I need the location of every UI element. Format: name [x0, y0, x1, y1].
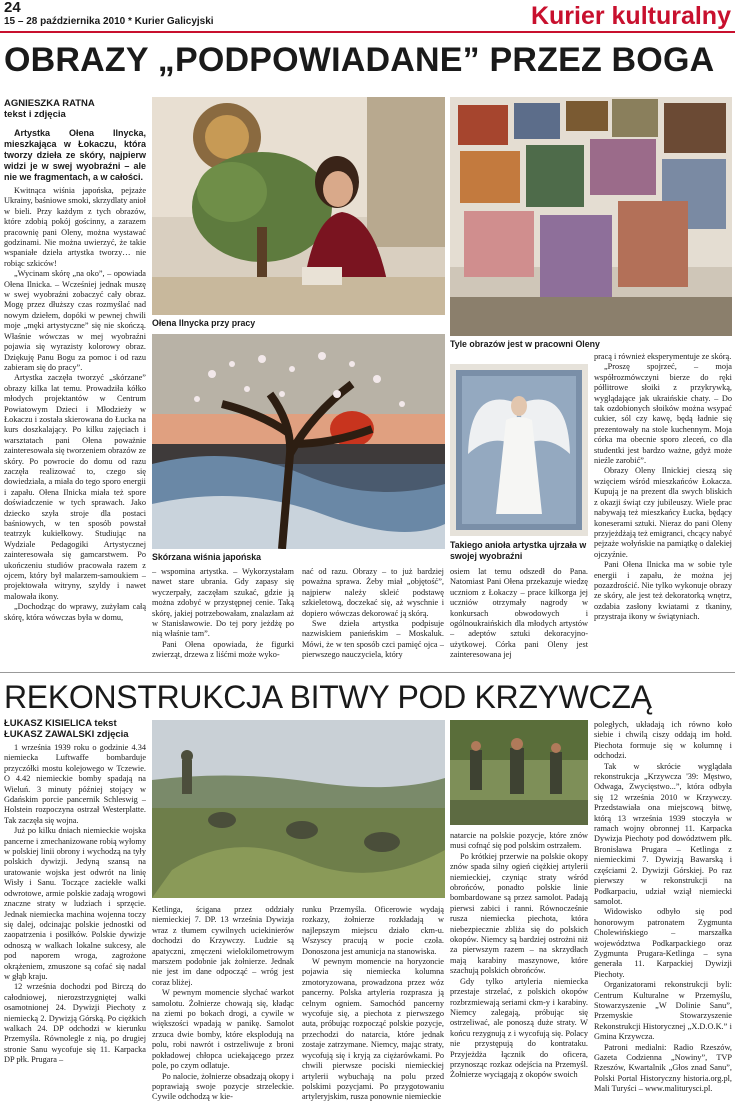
paragraph: pracą i również eksperymentuje ze skórą.: [594, 352, 732, 361]
paragraph: poległych, układają ich równo koło siebie i chwilą ciszy oddają im hołd. Piechota formuje się w kolumnę i odchodzi.: [594, 720, 732, 761]
paragraph: Tak w skrócie wyglądała rekonstrukcja „Krzywcza '39: Męstwo, Odwaga, Zwycięstwo...”, która odbyła się 12 września 2010 w Krzywczy. Przedstawiała ona miejscową bitwę, którą 13 września 1939 stoczyła w ramach wojny obronnej 11. Karpacka Dywizja Piechoty pod dowództwem płk. Bronisława Prugara – Ketlinga z niemieckimi 7. Dywizją Bawarską i częściami 2. Dywizji Górskiej. Po raz pierwszy w rekonstrukcji na Podkarpaciu, udział wziął niemiecki samolot.: [594, 761, 732, 906]
article2-headline: REKONSTRUKCJA BITWY POD KRZYWCZĄ: [4, 679, 652, 715]
paragraph: Pani Ołena Ilnicka ma w sobie tyle energii i zapału, że można jej pozazdrościć. Nie tylko wykonuje obrazy ze skóry, ale jest też dekoratorką wnętrz, ozdabia zasłony kwiatami z tkaniny, przystraja ikony w świątyniach.: [594, 560, 732, 622]
paragraph: runku Przemyśla. Oficerowie wydają rozkazy, żołnierze rozkładają w najlepszym miejscu działo ckm-u. Wszyscy pracują w pocie czoła. Donoszona jest amunicja na stanowiska.: [302, 905, 444, 956]
article1-col3: [302, 567, 444, 667]
photo-battle-soldiers: [450, 720, 588, 825]
paragraph: „Wycinam skórę „na oko”, – opowiada Ołena Ilnicka. – Wcześniej jednak muszę w swej wyobraźni zobaczyć cały obraz. Mogę przez dłuższy czas rozmyślać nad nowym dziełem, dopóki w pewnej chwili moje „męki artystyczne” się nie skończą. Właśnie wówczas w mej wyobraźni pojawia się wyrazisty kolorowy obraz. Dziękuję Panu Bogu za pomoc i od razu zabieram się do pracy”.: [4, 269, 146, 372]
photo-studio: [450, 97, 732, 336]
article2-col2: [152, 905, 294, 1103]
photo-angel: [450, 364, 588, 536]
paragraph: 1 września 1939 roku o godzinie 4.34 niemiecka Luftwaffe bombarduje przyczółki mostu kolejowego w Tczewie. O 4.42 niemieckie bomby spadają na Wieluń. 3 minuty później stojący w Gdańskim porcie pancernik Schleswig – Holstein rozpoczyna ostrzał Westerplatte. Tak zaczęła się wojna.: [4, 743, 146, 825]
caption-portrait: Ołena Ilnycka przy pracy: [152, 318, 256, 328]
caption-angel: Takiego anioła artystka ujrzała w swojej wyobraźni: [450, 540, 587, 561]
caption-cherry: Skórzana wiśnia japońska: [152, 552, 262, 562]
article1-col5: [594, 352, 732, 668]
article2-col1: [4, 743, 146, 1103]
paragraph: „Proszę spojrzeć, – moja współrozmówczyni bierze do ręki półlitrowe słoiki z przykrywką, wyglądające jak ukraińskie chaty. – Do tak ozdobionych słoików można wsypać cukier, sól czy kawę, będą ładnie się prezentowały na stole kuchennym. Moja córka ma obecnie sporo zleceń, co dla studentki jest bardzo ważne, gdyż może nieźle zarobić”.: [594, 362, 732, 466]
paragraph: Po krótkiej przerwie na polskie okopy znów spada silny ogień ciężkiej artylerii niemieckiej, czyniąc straty wśród obrońców, ponadto polskie linie bombardowane są przez samolot. Padają pierwsi zabici i ranni. Równocześnie rusza niemiecka piechota, która niebezpiecznie zbliża się do polskich okopów. Niemcy są bardziej ostrożni niż za pierwszym razem – na skrzydłach mają karabiny maszynowe, które szachują polskich obrońców.: [450, 851, 588, 976]
paragraph: osiem lat temu odszedł do Pana. Natomiast Pani Ołena przekazuje wiedzę uczniom z Łokaczy – prace kilkorga jej uczniów otrzymały nagrody w konkursach obwodowych i ogólnoukraińskich dla młodych artystów – adeptów sztuki dekoracyjno-użytkowej. Córka pani Oleny jest zainteresowana jej: [450, 567, 588, 660]
article2-byline: [4, 718, 146, 740]
author-name: AGNIESZKA RATNA: [4, 98, 95, 109]
paragraph: Kwitnąca wiśnia japońska, pejzaże Ukrainy, baśniowe smoki, skrzydlaty anioł w bieli. Przy każdym z tych obrazów, które zdobią pokój gościnny, a zarazem pracownię pani Oleny, można wystawać godzinami. Nie można uwierzyć, że takie wspaniałe dzieła artystka tworzy… nie robiąc szkiców!: [4, 186, 146, 268]
paragraph: „Dochodząc do wprawy, zużyłam całą skórę, która wówczas była w domu,: [4, 602, 146, 622]
author-photos: ŁUKASZ ZAWALSKI zdjęcia: [4, 729, 129, 740]
paragraph: Pani Ołena opowiada, że figurki zwierząt, drzewa z liśćmi może wyko-: [152, 639, 294, 660]
paragraph: Już po kilku dniach niemieckie wojska pancerne i zmechanizowane robią wyłomy w polskiej linii obrony i wychodzą na tyły polskich dywizji. Jedyną szansą na uratowanie wojska jest odwrót na linię Wisły i Sanu. Toczące zaciekłe walki odwrotowe, armie polskie zadają wrogowi znaczne straty w ludziach i sprzęcie. Jednak niemiecka machina wojenna toczy się dalej, odcinając polskie jednostki od zaopatrzenia i posiłków. Polskie dywizje odnoszą w walkach lokalne sukcesy, ale pod naporem wroga, zagrożone okrążeniem, zmuszone są cofać się nadal w głąb kraju.: [4, 826, 146, 981]
paragraph: W pewnym momencie słychać warkot samolotu. Żołnierze chowają się, kładąc na ziemi po bokach drogi, a cywile w większości wpadają w panikę. Samolot zrzuca dwie bomby, które eksplodują na polu, robi nawrót i ostrzeliwuje z broni pokładowej chłopca uciekającego przez pole, po czym odlatuje.: [152, 988, 294, 1071]
paragraph: 12 września dochodzi pod Birczą do całodniowej, nierozstrzygniętej walki osamotnionej 24. Dywizji Piechoty z niemiecką 2. Dywizją Górską. Po ciężkich walkach 24. DP odchodzi w kierunku Przemyśla. Równolegle z nią, po drugiej stronie Sanu wycofuje się 11. Karpacka DP płk. Prugara –: [4, 982, 146, 1065]
author-text: ŁUKASZ KISIELICA tekst: [4, 718, 117, 729]
article1-col2: [152, 567, 294, 667]
paragraph: Artystka zaczęła tworzyć „skórzane” obrazy kilka lat temu. Prowadziła kółko młodych projektantów w Centrum Powiatowym Dzieci i Młodzieży w Łokaczu i została skierowana do Łucka na kurs doszkalający. Po kilku zajęciach i warsztatach pani Ołena poważnie zainteresowała się tworzeniem obrazów ze skóry. Po powrocie do domu od razu zaczęła realizować to, czego się dowiedziała, a miała do tego sporo energii i zapału. Ołena Ilnicka miała też spore doświadczenie w tych sprawach. Jako dziecko szyła stroje dla postaci baśniowych, w ten sposób powstał teatrzyk kukiełkowy. Studiując na Wydziale Pedagogiki Artystycznej zainteresowała się gamcarstwem. Po ukończeniu studiów pracowała razem z ojcem, który był malarzem-samoukiem – projektowała witryny, szyldy i nawet malowała ikony.: [4, 373, 146, 601]
article1-col4: [450, 567, 588, 667]
article2-col5: [594, 720, 732, 1103]
paragraph: Obrazy Oleny Ilnickiej cieszą się wzięciem wśród mieszkańców Łokacza. Kupują je na prezent dla swych bliskich z okazji świąt czy jubileuszy. Wiele prac nabywają też mieszkańcy Łucka, będący koneserami sztuki. Nieraz do pani Oleny przyjeżdżają też emigranci, chcący nabyć pejzaże wołyńskie na pamiątkę o dalekiej ojczyźnie.: [594, 466, 732, 559]
paragraph: nać od razu. Obrazy – to już bardziej poważna sprawa. Żeby miał „objętość”, najpierw należy skleić podstawę szkieletową, doczekać się, aż wyschnie i dopiero wówczas dekorować ją skórą.: [302, 567, 444, 618]
article-divider: [0, 672, 735, 673]
paragraph: Widowisko odbyło się pod honorowym patronatem Zygmunta Cholewińskiego – marszałka województwa Podkarpackiego oraz Zygmunta Prugara-Ketlinga – syna generała 11. Karpackiej Dywizji Piechoty.: [594, 907, 732, 979]
photo-battle-field: [152, 720, 445, 898]
header-rule: [0, 31, 735, 33]
paragraph: Patroni medialni: Radio Rzeszów, Gazeta Codzienna „Nowiny”, TVP Rzeszów, Kwartalnik „Głos znad Sanu”, Polski Portal Historyczny historia.org.pl, Mali Turyści – www.maliturysci.pl.: [594, 1042, 732, 1094]
paragraph: Organizatorami rekonstrukcji byli: Centrum Kulturalne w Przemyślu, Stowarzyszenie „W Dolinie Sanu”, Przemyskie Stowarzyszenie Rekonstrukcji Historycznej „X.D.O.K.” i Gmina Krzywcza.: [594, 980, 732, 1042]
article1-lead: Artystka Ołena Ilnycka, mieszkająca w Łokaczu, która tworzy dzieła ze skóry, najpierw widzi je w swej wyobraźni – ale nie we fragmentach, a w całości.: [4, 128, 146, 182]
article1-byline: [4, 98, 146, 120]
issue-line: 15 – 28 października 2010 * Kurier Galicyjski: [4, 16, 214, 27]
photo-portrait: [152, 97, 445, 315]
photo-cherry: [152, 334, 445, 549]
paragraph: Gdy tylko artyleria niemiecka przestaje strzelać, z polskich okopów rozbrzmiewają seriami ckm-y i karabiny. Niemcy zalegają, próbując się ostrzeliwać, ale ponoszą duże straty. W końcu rezygnują z i wycofują się. Polacy nie przystępują do kontrataku. Przyjeżdża łącznik do oficera, przynosząc rozkaz odejścia na Przemyśl. Żołnierze wyciągają z okopów swoich: [450, 976, 588, 1080]
paragraph: natarcie na polskie pozycje, które znów musi cofnąć się pod polskim ostrzałem.: [450, 831, 588, 851]
article2-col3: [302, 905, 444, 1103]
paragraph: Swe dzieła artystka podpisuje nazwiskiem panieńskim – Moskaluk. Mówi, że w ten sposób czci pamięć ojca – pierwszego nauczyciela, który: [302, 619, 444, 660]
paragraph: – wspomina artystka. – Wykorzystałam nawet stare ubrania. Gdy zapasy się wyczerpały, zaczęłam szukać, gdzie ją można zdobyć w przystępnej cenie. Taką skórę, jakiej potrzebowałam, znalazłam aż w Stanisławowie. Do tej pory jeżdżę po nią właśnie tam”.: [152, 567, 294, 639]
paragraph: W pewnym momencie na horyzoncie pojawia się niemiecka kolumna zmotoryzowana, prowadzona przez wóz pancerny. Polska artyleria rozprasza ją celnym ogniem. Samochód pancerny wycofuje się, a piechota z pierwszego auta, próbując rozpocząć polskie pozycje, przechodzi do natarcia, które jednak zostaje zatrzymane. Niemcy, mając straty, wycofują się i kryją za ciężarówkami. Po chwili pierwsze pociski niemieckiej artylerii wybuchają na polu przed polskimi pozycjami. Po przygotowaniu artyleryjskim, rusza ponownie niemieckie: [302, 957, 444, 1102]
caption-studio: Tyle obrazów jest w pracowni Oleny: [450, 339, 600, 349]
article1-headline: OBRAZY „PODPOWIADANE” PRZEZ BOGA: [4, 41, 715, 79]
section-title: Kurier kulturalny: [530, 2, 731, 30]
page-number: 24: [4, 0, 21, 16]
paragraph: Po nalocie, żołnierze obsadzają okopy i poprawiają swoje pozycje strzeleckie. Cywile odchodzą w kie-: [152, 1071, 294, 1102]
article2-col4: [450, 831, 588, 1103]
author-credit: tekst i zdjęcia: [4, 109, 66, 120]
paragraph: Ketlinga, ścigana przez oddziały niemieckiej 7. DP. 13 września Dywizja wraz z tłumem cywilnych uciekinierów dochodzi do Krzywczy. Ludzie są apatyczni, zmęczeni wielokilometrowym marszem podobnie jak żołnierze. Jednak nie jest im dane odpocząć – wróg jest coraz bliżej.: [152, 905, 294, 987]
